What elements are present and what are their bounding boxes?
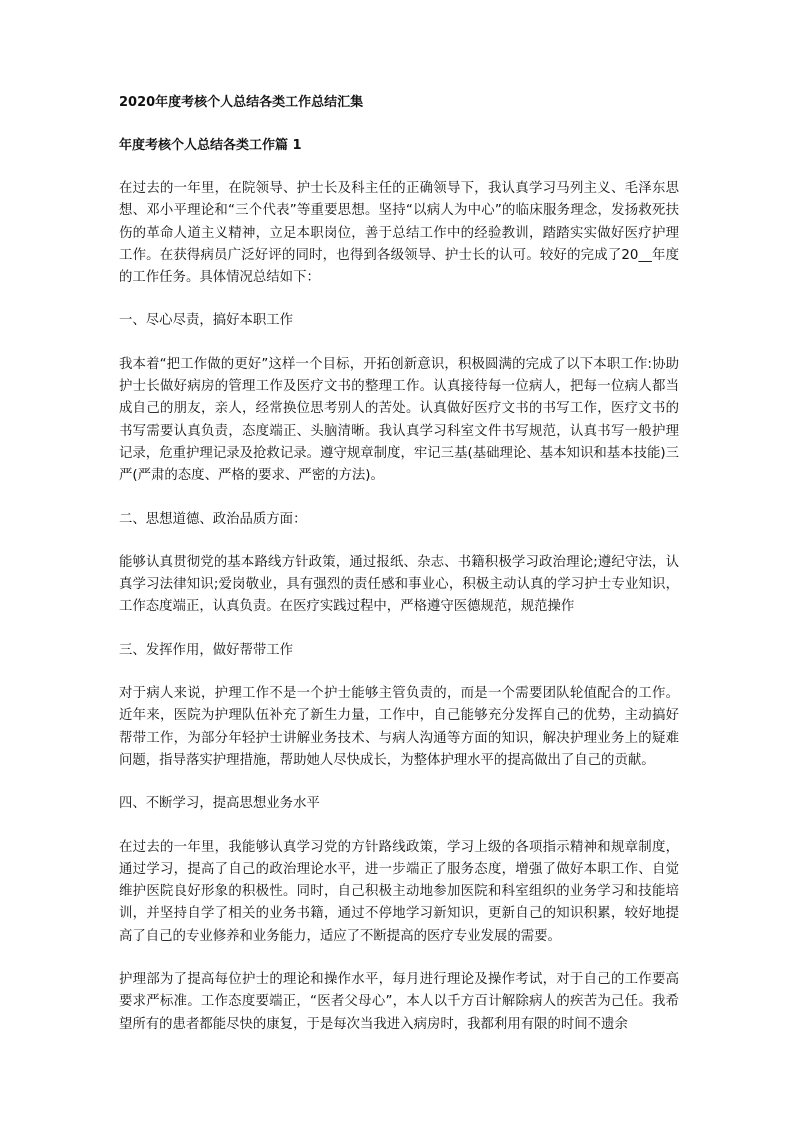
section-3-paragraph: 对于病人来说，护理工作不是一个护士能够主管负责的，而是一个需要团队轮值配合的工作。近年来，医院为护理队伍补充了新生力量，工作中，自己能够充分发挥自己的优势，主动搞好帮带工作，为部分年轻护士讲解业务技术、与病人沟通等方面的知识，解决护理业务上的疑难问题，指导落实护理措施，帮助她人尽快成长，为整体护理水平的提高做出了自己的贡献。 xyxy=(119,686,679,768)
document-page xyxy=(119,92,679,1057)
section-1-heading: 一、尽心尽责，搞好本职工作 xyxy=(119,313,294,329)
closing-paragraph: 护理部为了提高每位护士的理论和操作水平，每月进行理论及操作考试，对于自己的工作要高要求严标准。工作态度要端正，“医者父母心”，本人以千方百计解除病人的疾苦为己任。我希望所有的患者都能尽快的康复，于是每次当我进入病房时，我都利用有限的时间不遗余 xyxy=(119,972,679,1032)
section-2-paragraph: 能够认真贯彻党的基本路线方针政策，通过报纸、杂志、书籍积极学习政治理论;遵纪守法，认真学习法律知识;爱岗敬业，具有强烈的责任感和事业心，积极主动认真的学习护士专业知识，工作态度端正，认真负责。在医疗实践过程中，严格遵守医德规范，规范操作 xyxy=(119,554,679,615)
section-4-paragraph: 在过去的一年里，我能够认真学习党的方针路线政策，学习上级的各项指示精神和规章制度，通过学习，提高了自己的政治理论水平，进一步端正了服务态度，增强了做好本职工作、自觉维护医院良好形象的积极性。同时，自己积极主动地参加医院和科室组织的业务学习和技能培训，并坚持自学了相关的业务书籍，通过不停地学习新知识，更新自己的知识积累，较好地提高了自己的专业修养和业务能力，适应了不断提高的医疗专业发展的需要。 xyxy=(119,839,679,944)
document-title: 2020年度考核个人总结各类工作总结汇集 xyxy=(119,95,364,110)
document-subtitle: 年度考核个人总结各类工作篇 1 xyxy=(119,138,302,153)
intro-paragraph: 在过去的一年里，在院领导、护士长及科主任的正确领导下，我认真学习马列主义、毛泽东思想、邓小平理论和“三个代表”等重要思想。坚持“以病人为中心”的临床服务理念，发扬救死扶伤的革命人道主义精神，立足本职岗位，善于总结工作中的经验教训，踏踏实实做好医疗护理工作。在获得病员广泛好评的同时，也得到各级领导、护士长的认可。较好的完成了20__年度的工作任务。具体情况总结如下： xyxy=(119,181,679,286)
section-2-heading: 二、思想道德、政治品质方面： xyxy=(119,511,307,527)
section-1-paragraph: 我本着“把工作做的更好”这样一个目标，开拓创新意识，积极圆满的完成了以下本职工作:协助护士长做好病房的管理工作及医疗文书的整理工作。认真接待每一位病人，把每一位病人都当成自己的朋友，亲人，经常换位思考别人的苦处。认真做好医疗文书的书写工作，医疗文书的书写需要认真负责，态度端正、头脑清晰。我认真学习科室文件书写规范，认真书写一般护理记录，危重护理记录及抢救记录。遵守规章制度，牢记三基(基础理论、基本知识和基本技能)三严(严肃的态度、严格的要求、严密的方法)。 xyxy=(119,356,679,484)
section-3-heading: 三、发挥作用，做好帮带工作 xyxy=(119,642,294,658)
section-4-heading: 四、不断学习，提高思想业务水平 xyxy=(119,796,320,812)
